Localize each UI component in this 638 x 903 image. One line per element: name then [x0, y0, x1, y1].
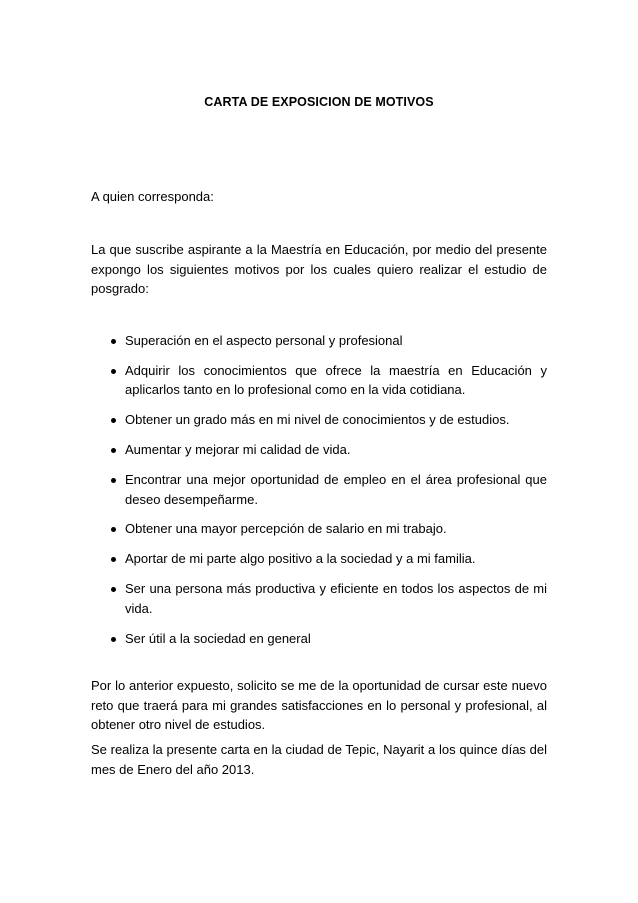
list-item-text: Ser una persona más productiva y eficiente en todos los aspectos de mi vida. [125, 581, 547, 616]
list-item [91, 410, 547, 430]
list-item-text: Obtener una mayor percepción de salario en mi trabajo. [125, 521, 447, 537]
list-item-text: Ser útil a la sociedad en general [125, 630, 311, 646]
bullet-icon [111, 448, 116, 453]
list-item [91, 470, 547, 509]
document-title: CARTA DE EXPOSICION DE MOTIVOS [204, 95, 434, 109]
closing-paragraph: Por lo anterior expuesto, solicito se me de la oportunidad de cursar este nuevo reto que traerá para mi grandes satisfacciones en lo personal y profesional, al obtener otro nivel de estudios. [91, 678, 547, 732]
salutation: A quien corresponda: [91, 189, 214, 204]
bullet-icon [111, 369, 116, 374]
bullet-icon [111, 557, 116, 562]
list-item-text: Adquirir los conocimientos que ofrece la maestría en Educación y aplicarlos tanto en lo profesional como en la vida cotidiana. [125, 362, 547, 398]
place-date-paragraph: Se realiza la presente carta en la ciudad de Tepic, Nayarit a los quince días del mes de Enero del año 2013. [91, 742, 547, 777]
list-item-text: Encontrar una mejor oportunidad de empleo en el área profesional que deseo desempeñarme. [125, 472, 547, 507]
bullet-icon [111, 527, 116, 532]
list-item-text: Aumentar y mejorar mi calidad de vida. [125, 442, 351, 458]
bullet-icon [111, 478, 116, 483]
list-item [91, 440, 547, 460]
bullet-icon [111, 339, 116, 344]
intro-paragraph: La que suscribe aspirante a la Maestría en Educación, por medio del presente expongo los siguientes motivos por los cuales quiero realizar el estudio de posgrado: [91, 242, 547, 296]
list-item [91, 519, 547, 539]
list-item [91, 579, 547, 618]
list-item-text: Superación en el aspecto personal y profesional [125, 333, 403, 348]
list-item [91, 549, 547, 569]
list-item [91, 331, 547, 351]
bullet-icon [111, 418, 116, 423]
list-item-text: Aportar de mi parte algo positivo a la sociedad y a mi familia. [125, 551, 476, 567]
bullet-icon [111, 637, 116, 642]
list-item [91, 361, 547, 400]
bullet-icon [111, 587, 116, 592]
reasons-list [91, 331, 547, 659]
list-item [91, 629, 547, 649]
list-item-text: Obtener un grado más en mi nivel de conocimientos y de estudios. [125, 412, 510, 428]
